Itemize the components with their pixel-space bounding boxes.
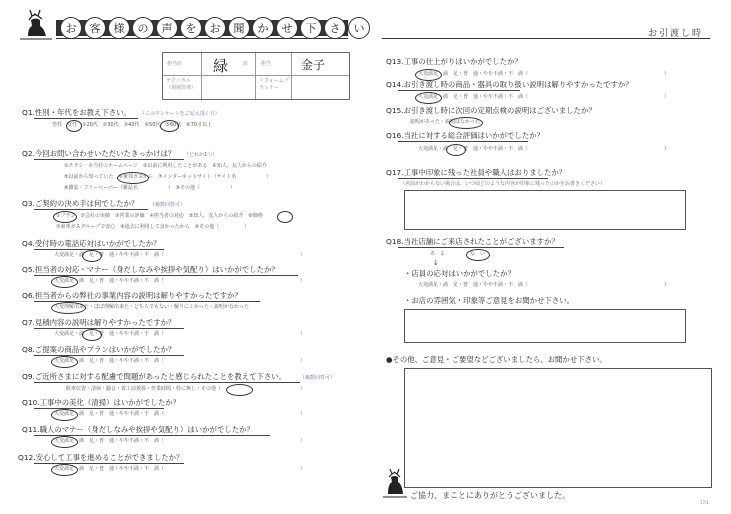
right-title: お引渡し時 [648,29,704,39]
q9-circle [226,384,253,396]
q2-circle-toho [117,172,149,184]
q15-circle [449,117,483,129]
staff-label-technical: テクニカル（現場管理） [166,78,197,91]
q2-underline [34,159,184,160]
q8-answers: 大変満足・満 足・普 通・やや不満・不 満（ [54,358,165,364]
staff-label-person: 担当 [261,61,272,67]
q14-underline [398,90,520,91]
q3-line1: ①プラン ②会社の実績 ③営業の評価 ④担当者の対応 ⑤知人、友人からの紹介 ⑥価格 [56,213,263,219]
q18-circle [466,249,490,261]
q18-underline [398,247,564,248]
footer-thanks: ご協力、まことにありがとうございました。 [410,491,570,500]
page-number: 17/1 [700,500,709,505]
q10-question: Q10.工事中の美化（清掃）はいかがでしたか？ [22,398,180,407]
staff-value-store: 緑 [213,57,229,75]
other-question: ●その他、ご意見・ご要望などございましたら、お聞かせ下さい。 [386,355,607,364]
q10-close-paren: ） [300,411,306,417]
other-answer-box[interactable] [404,368,712,488]
q16-circle [446,144,466,156]
staff-label-planner: リフォームプランナー [259,78,289,91]
q15-answers: 説明があった・説明はなかった [410,119,480,125]
q8-close-paren: ） [300,358,306,364]
q2-question: Q2.今回お問い合わせいただいたきっかけは？ [22,149,176,158]
q2-line2: ⑤以前から知っていた ⑥東邦ガスから ⑦インターネットサイト（サイト名 ） [64,174,272,180]
q10-underline [34,408,164,409]
q18-answer-box[interactable] [404,309,686,343]
staff-label-store: 担当店 [167,61,183,67]
q12-question: Q12.安心して工事を進めることができましたか？ [18,453,184,462]
title-char-0: お [60,17,82,39]
title-char-10: 下 [300,17,322,39]
q4-circle [82,250,102,262]
q1-note: （このアンケートをご記入頂く方） [140,111,220,117]
q8-underline [34,355,184,356]
q1-question: Q1.性別・年代をお教え下さい。 [22,108,131,117]
right-title-rule [382,38,710,39]
q9-question: Q9.ご近所さまに対する配慮で問題があったと感じられたことを教えて下さい。 [22,372,287,381]
q3-note: （複数回答可） [150,202,186,208]
arrow-down-icon: ↓ [433,259,439,267]
q17-question: Q17.工事中印象に残った社員や職人はおりましたか？ [386,168,567,177]
q3-circle-price [277,211,293,223]
q9-answers: 駐車位置・清掃・騒音・着工前挨拶・作業時間・特に無し・その他（ [66,386,222,392]
q3-circle-plan [53,211,77,223]
q2-line1: ①チラシ ②当社のホームページ ③以前に利用したことがある ④知人、友人からの紹介 [64,163,267,169]
q12-answers: 大変満足・満 足・普 通・やや不満・不 満（ [54,466,165,472]
q17-underline [398,178,548,179]
q4-close-paren: ） [300,252,306,258]
staff-value-person: 金子 [301,58,326,72]
title-circles [60,17,370,39]
q5-close-paren: ） [300,278,306,284]
deer-footer-icon [380,466,410,498]
q3-underline [34,209,148,210]
q8-question: Q8.ご提案の商品やプランはいかがでしたか？ [22,345,176,354]
q13-close-paren: ） [664,71,670,77]
q14-circle [415,92,442,104]
q4-underline [34,249,164,250]
q18-yes: あ る [430,251,446,257]
q1-circle-female [66,120,82,132]
q12-underline [34,463,184,464]
q1-underline [34,118,138,119]
q9-underline [34,382,300,383]
q11-circle [51,436,78,448]
q18-question: Q18.当社店舗にご来店されたことがございますか？ [386,237,559,246]
q8-circle [51,356,78,368]
title-char-11: さ [324,17,346,39]
title-char-8: か [252,17,274,39]
q18-no: な い [470,251,486,257]
q7-circle [82,329,102,341]
deer-logo-icon [16,6,56,40]
q14-answers: 大変満足・満 足・普 通・やや不満・不 満（ [418,94,529,100]
title-char-6: お [204,17,226,39]
title-char-2: 様 [108,17,130,39]
q13-question: Q13.工事の仕上がりはいかがでしたか？ [386,57,522,66]
staff-box [162,52,350,100]
q3-line2: ⑦東邦ガスグループで安心 ⑧過去に利用して良かったから ⑨その他（ ） [56,224,250,230]
q14-question: Q14.お引き渡し時の商品・器具の取り扱い説明は解りやすかったですか？ [386,80,633,89]
q9-note: （複数回答可） [300,375,336,381]
q7-question: Q7.見積内容の説明は解りやすかったですか？ [22,318,176,327]
q7-close-paren: ） [300,331,306,337]
q11-question: Q11.職人のマナー（身だしなみや挨拶や気配り）はいかがでしたか？ [22,425,254,434]
q13-answers: 大変満足・満 足・普 通・やや不満・不 満（ [418,71,529,77]
q16-answers: 大変満足・満 足・普 通・やや不満・不 満（ [418,146,529,152]
left-title-rule [56,38,348,39]
q18-sub2: ・お店の雰囲気・印象等ご意見をお聞かせ下さい。 [404,296,574,305]
title-char-5: を [180,17,202,39]
q4-question: Q4.受付時の電話応対はいかがでしたか？ [22,239,161,248]
title-char-12: い [348,17,370,39]
q6-question: Q6.担当者からの弊社の事業内容の説明は解りやすかったですか？ [22,291,242,300]
q10-circle [51,409,78,421]
q5-underline [34,275,298,276]
q18-sub1-close-paren: ） [664,282,670,288]
q12-close-paren: ） [300,466,306,472]
q5-circle [51,276,78,288]
q2-line3: ⑧雑誌・フリーペーパー（雑誌名 ） ⑨その他（ ） [64,185,236,191]
q16-close-paren: ） [664,146,670,152]
q17-answer-box[interactable] [404,190,686,230]
q3-question: Q3.ご契約の決め手は何でしたか？ [22,199,139,208]
q16-question: Q16.当社に対する総合評価はいかがでしたか？ [386,131,544,140]
q7-underline [34,328,184,329]
q18-sub1: ・店員の応対はいかがでしたか？ [404,269,515,278]
q7-answers: 大変満足・満 足・普 通・やや不満・不 満（ [54,331,165,337]
q18-sub1-answers: 大変満足・満 足・普 通・やや不満・不 満（ [418,282,529,288]
q9-close-paren: ） [300,386,306,392]
title-char-4: 声 [156,17,178,39]
q6-answers: 大変理解出来た・ほぼ理解出来た・どちらでもない・解りにくかった・説明がなかった [54,304,249,310]
title-char-9: せ [276,17,298,39]
q5-question: Q5.担当者の対応・マナー（身だしなみや挨拶や気配り）はいかがでしたか？ [22,265,279,274]
q4-answers: 大変満足・満 足・普 通・やや不満・不 満（ [54,252,165,258]
q17-note: （名前がわからない場合は、いつ頃どのような内容が印象に残ったのかをお書きください） [400,181,606,187]
q1-circle-60s [160,120,179,132]
title-char-1: 客 [84,17,106,39]
title-char-3: の [132,17,154,39]
q5-answers: 大変満足・満 足・普 通・やや不満・不 満（ [54,278,165,284]
staff-label-store-suffix: 店 [243,61,249,67]
q11-close-paren: ） [300,438,306,444]
title-char-7: 聞 [228,17,250,39]
q6-circle [51,302,86,314]
q11-answers: 大変満足・満 足・普 通・やや不満・不 満（ [54,438,165,444]
q12-circle [51,464,78,476]
q1-answers: 男性 女性 ①20代 ②30代 ③40代 ④50代 ⑤60代 ⑥70才以上 [52,122,213,128]
q10-answers: 大変満足・満 足・普 通・やや不満・不 満（ [54,411,165,417]
q16-underline [398,141,528,142]
q2-note: （どれか1つ） [184,152,218,158]
q15-question: Q15.お引き渡し時に次回の定期点検の説明はございましたか？ [386,106,596,115]
q14-close-paren: ） [664,94,670,100]
